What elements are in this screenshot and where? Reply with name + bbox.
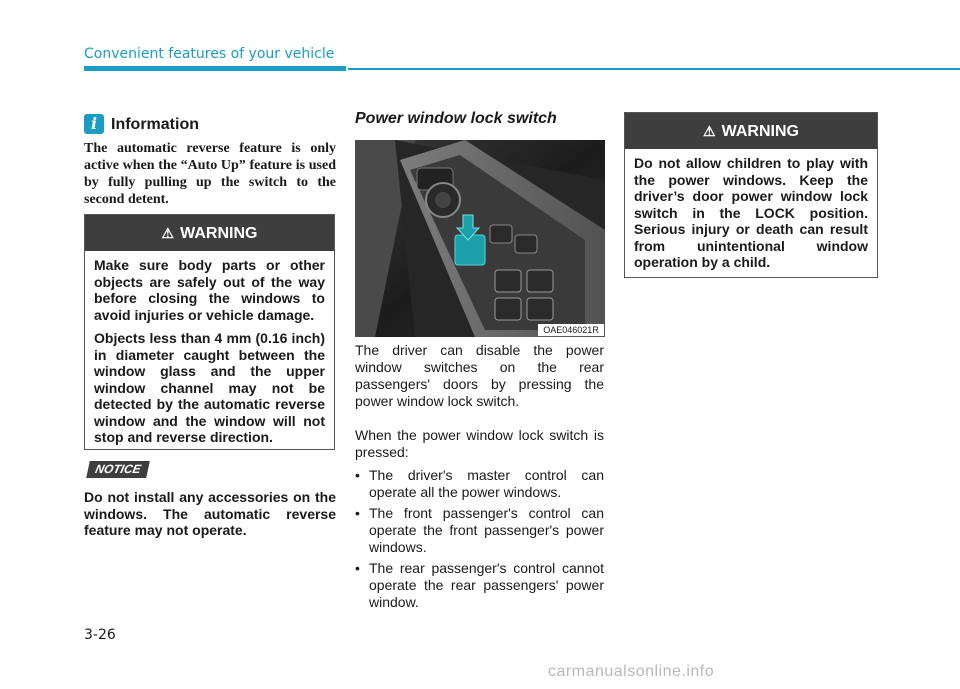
information-body: The automatic reverse feature is only active when the “Auto Up” feature is used by fully pulling up the switch to the second detent. bbox=[84, 141, 336, 207]
page-number: 3-26 bbox=[84, 627, 116, 643]
notice-badge: NOTICE bbox=[86, 461, 150, 478]
info-icon: i bbox=[84, 114, 104, 134]
power-window-para1: The driver can disable the power window switches on the rear passengers' doors by pressing the power window lock switch. bbox=[355, 342, 604, 409]
warning-title: WARNING bbox=[180, 225, 258, 242]
warning-triangle-icon: ⚠ bbox=[161, 225, 175, 241]
power-window-title: Power window lock switch bbox=[355, 110, 557, 127]
watermark: carmanualsonline.info bbox=[548, 663, 715, 680]
warning-box-left bbox=[84, 214, 335, 450]
list-item: • The driver's master control can operate all the power windows. bbox=[355, 467, 604, 500]
warning-triangle-icon: ⚠ bbox=[703, 123, 716, 139]
power-window-bullets bbox=[355, 467, 604, 611]
warning-body bbox=[85, 251, 334, 454]
section-title: Convenient features of your vehicle bbox=[84, 46, 335, 62]
list-item: • The front passenger's control can operate the front passenger's power windows. bbox=[355, 505, 604, 555]
warning-header bbox=[625, 113, 877, 149]
door-switch-illustration bbox=[355, 140, 605, 337]
warning-paragraph: Objects less than 4 mm (0.16 inch) in diameter caught between the window glass and the upper window channel may not be detected by the automatic reverse window and the window will not stop and reverse direction. bbox=[94, 330, 325, 445]
information-title: Information bbox=[111, 116, 199, 133]
power-window-text bbox=[355, 342, 604, 615]
warning-paragraph: Make sure body parts or other objects are safely out of the way before closing the windows to avoid injuries or vehicle damage. bbox=[94, 257, 325, 323]
power-window-para2: When the power window lock switch is pressed: bbox=[355, 427, 604, 460]
warning-box-right bbox=[624, 112, 878, 278]
warning-paragraph: Do not allow children to play with the power windows. Keep the driver’s door power window lock switch in the LOCK position. Serious injury or death can result from unintentional window operation by a child. bbox=[634, 155, 868, 270]
list-item: • The rear passenger's control cannot operate the rear passengers' power window. bbox=[355, 560, 604, 610]
notice-body: Do not install any accessories on the windows. The automatic reverse feature may not operate. bbox=[84, 489, 336, 538]
warning-body bbox=[625, 149, 877, 279]
header-rule-thick bbox=[84, 66, 346, 71]
header-rule-thin bbox=[348, 68, 960, 70]
door-switch-photo bbox=[355, 140, 605, 337]
warning-header bbox=[85, 215, 334, 251]
warning-title: WARNING bbox=[721, 123, 799, 140]
photo-caption: OAE046021R bbox=[538, 324, 604, 336]
